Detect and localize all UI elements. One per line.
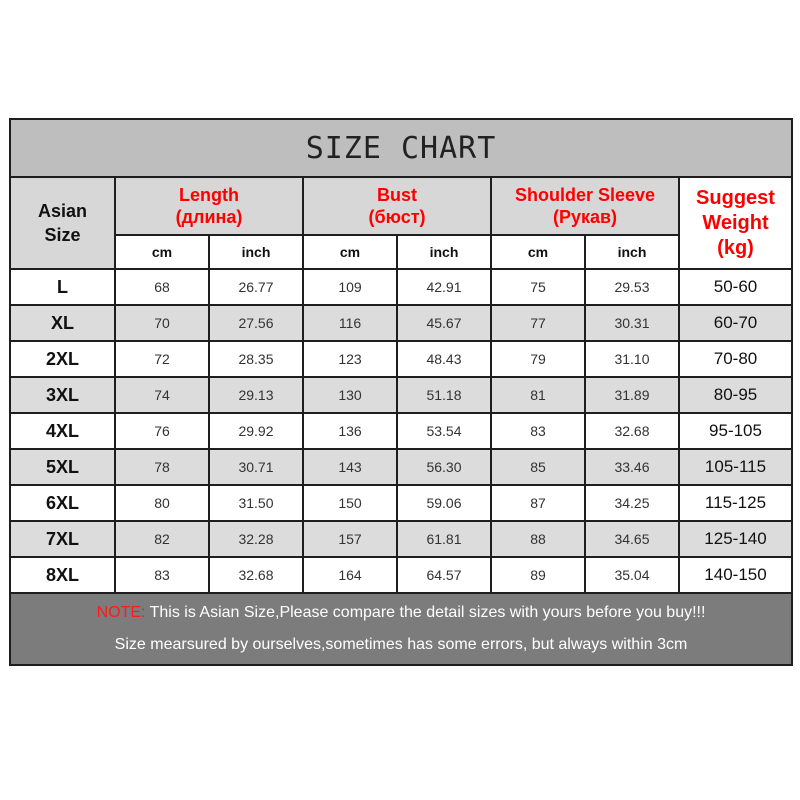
- bust-inch-cell: 45.67: [397, 305, 491, 341]
- table-row: [10, 449, 792, 485]
- header-sleeve-line1: Shoulder Sleeve: [514, 185, 656, 205]
- length-cm-cell: 68: [115, 269, 209, 305]
- note-panel: [10, 593, 792, 665]
- weight-cell: 140-150: [679, 557, 792, 593]
- sleeve-inch-cell: 34.25: [585, 485, 679, 521]
- unit-sleeve-cm: cm: [491, 235, 585, 269]
- length-inch-cell: 31.50: [209, 485, 303, 521]
- table-row: [10, 557, 792, 593]
- table-row: [10, 305, 792, 341]
- bust-cm-cell: 164: [303, 557, 397, 593]
- size-cell: L: [10, 269, 115, 305]
- note-line-2: Size mearsured by ourselves,sometimes has some errors, but always within 3cm: [114, 636, 688, 653]
- bust-cm-cell: 109: [303, 269, 397, 305]
- weight-cell: 125-140: [679, 521, 792, 557]
- header-weight-line2: Weight: [702, 211, 769, 234]
- table-row: [10, 413, 792, 449]
- header-bust-line2: (бюст): [368, 207, 426, 227]
- unit-sleeve-inch: inch: [585, 235, 679, 269]
- header-length-line2: (длина): [175, 207, 243, 227]
- size-cell: 6XL: [10, 485, 115, 521]
- bust-cm-cell: 136: [303, 413, 397, 449]
- sleeve-inch-cell: 33.46: [585, 449, 679, 485]
- bust-inch-cell: 64.57: [397, 557, 491, 593]
- sleeve-inch-cell: 35.04: [585, 557, 679, 593]
- length-cm-cell: 76: [115, 413, 209, 449]
- bust-cm-cell: 123: [303, 341, 397, 377]
- sleeve-cm-cell: 77: [491, 305, 585, 341]
- header-suggest-weight: [679, 177, 792, 269]
- header-weight-line1: Suggest: [696, 186, 775, 209]
- length-inch-cell: 29.13: [209, 377, 303, 413]
- length-inch-cell: 32.68: [209, 557, 303, 593]
- length-cm-cell: 82: [115, 521, 209, 557]
- bust-cm-cell: 157: [303, 521, 397, 557]
- sleeve-cm-cell: 81: [491, 377, 585, 413]
- length-cm-cell: 74: [115, 377, 209, 413]
- weight-cell: 80-95: [679, 377, 792, 413]
- unit-length-cm: cm: [115, 235, 209, 269]
- unit-bust-cm: cm: [303, 235, 397, 269]
- size-cell: 4XL: [10, 413, 115, 449]
- sleeve-cm-cell: 88: [491, 521, 585, 557]
- header-length: [115, 177, 303, 235]
- bust-inch-cell: 51.18: [397, 377, 491, 413]
- table-row: [10, 269, 792, 305]
- bust-cm-cell: 116: [303, 305, 397, 341]
- bust-cm-cell: 143: [303, 449, 397, 485]
- length-cm-cell: 83: [115, 557, 209, 593]
- chart-title: SIZE CHART: [10, 119, 792, 177]
- length-cm-cell: 70: [115, 305, 209, 341]
- length-cm-cell: 78: [115, 449, 209, 485]
- sleeve-cm-cell: 75: [491, 269, 585, 305]
- bust-inch-cell: 59.06: [397, 485, 491, 521]
- table-row: [10, 521, 792, 557]
- weight-cell: 70-80: [679, 341, 792, 377]
- bust-cm-cell: 150: [303, 485, 397, 521]
- header-bust-line1: Bust: [377, 185, 417, 205]
- length-inch-cell: 27.56: [209, 305, 303, 341]
- unit-bust-inch: inch: [397, 235, 491, 269]
- sleeve-cm-cell: 79: [491, 341, 585, 377]
- size-chart-table: [9, 118, 793, 666]
- size-cell: 7XL: [10, 521, 115, 557]
- sleeve-cm-cell: 89: [491, 557, 585, 593]
- header-weight-line3: (kg): [717, 236, 754, 259]
- header-asian-line2: Size: [44, 225, 81, 245]
- bust-inch-cell: 42.91: [397, 269, 491, 305]
- header-shoulder-sleeve: [491, 177, 679, 235]
- bust-inch-cell: 53.54: [397, 413, 491, 449]
- note-row: [10, 593, 792, 665]
- weight-cell: 105-115: [679, 449, 792, 485]
- note-label: NOTE:: [96, 604, 146, 621]
- size-cell: 3XL: [10, 377, 115, 413]
- weight-cell: 50-60: [679, 269, 792, 305]
- sleeve-cm-cell: 83: [491, 413, 585, 449]
- title-row: [10, 119, 792, 177]
- header-asian-size: [10, 177, 115, 269]
- size-cell: 8XL: [10, 557, 115, 593]
- weight-cell: 115-125: [679, 485, 792, 521]
- weight-cell: 60-70: [679, 305, 792, 341]
- sleeve-inch-cell: 30.31: [585, 305, 679, 341]
- bust-inch-cell: 61.81: [397, 521, 491, 557]
- note-text: This is Asian Size,Please compare the detail sizes with yours before you buy!!!: [145, 604, 706, 621]
- header-row: [10, 177, 792, 235]
- header-asian-line1: Asian: [37, 201, 88, 221]
- table-row: [10, 341, 792, 377]
- length-cm-cell: 80: [115, 485, 209, 521]
- bust-cm-cell: 130: [303, 377, 397, 413]
- length-inch-cell: 32.28: [209, 521, 303, 557]
- sleeve-inch-cell: 32.68: [585, 413, 679, 449]
- bust-inch-cell: 56.30: [397, 449, 491, 485]
- sleeve-inch-cell: 29.53: [585, 269, 679, 305]
- sleeve-inch-cell: 34.65: [585, 521, 679, 557]
- unit-length-inch: inch: [209, 235, 303, 269]
- size-cell: 5XL: [10, 449, 115, 485]
- sleeve-cm-cell: 85: [491, 449, 585, 485]
- header-sleeve-line2: (Рукав): [552, 207, 618, 227]
- length-cm-cell: 72: [115, 341, 209, 377]
- note-line-1: [11, 597, 791, 629]
- length-inch-cell: 30.71: [209, 449, 303, 485]
- sleeve-inch-cell: 31.10: [585, 341, 679, 377]
- header-bust: [303, 177, 491, 235]
- table-row: [10, 485, 792, 521]
- length-inch-cell: 26.77: [209, 269, 303, 305]
- table-row: [10, 377, 792, 413]
- length-inch-cell: 29.92: [209, 413, 303, 449]
- sleeve-cm-cell: 87: [491, 485, 585, 521]
- length-inch-cell: 28.35: [209, 341, 303, 377]
- weight-cell: 95-105: [679, 413, 792, 449]
- bust-inch-cell: 48.43: [397, 341, 491, 377]
- size-cell: XL: [10, 305, 115, 341]
- size-cell: 2XL: [10, 341, 115, 377]
- sleeve-inch-cell: 31.89: [585, 377, 679, 413]
- unit-row: [10, 235, 792, 269]
- header-length-line1: Length: [179, 185, 239, 205]
